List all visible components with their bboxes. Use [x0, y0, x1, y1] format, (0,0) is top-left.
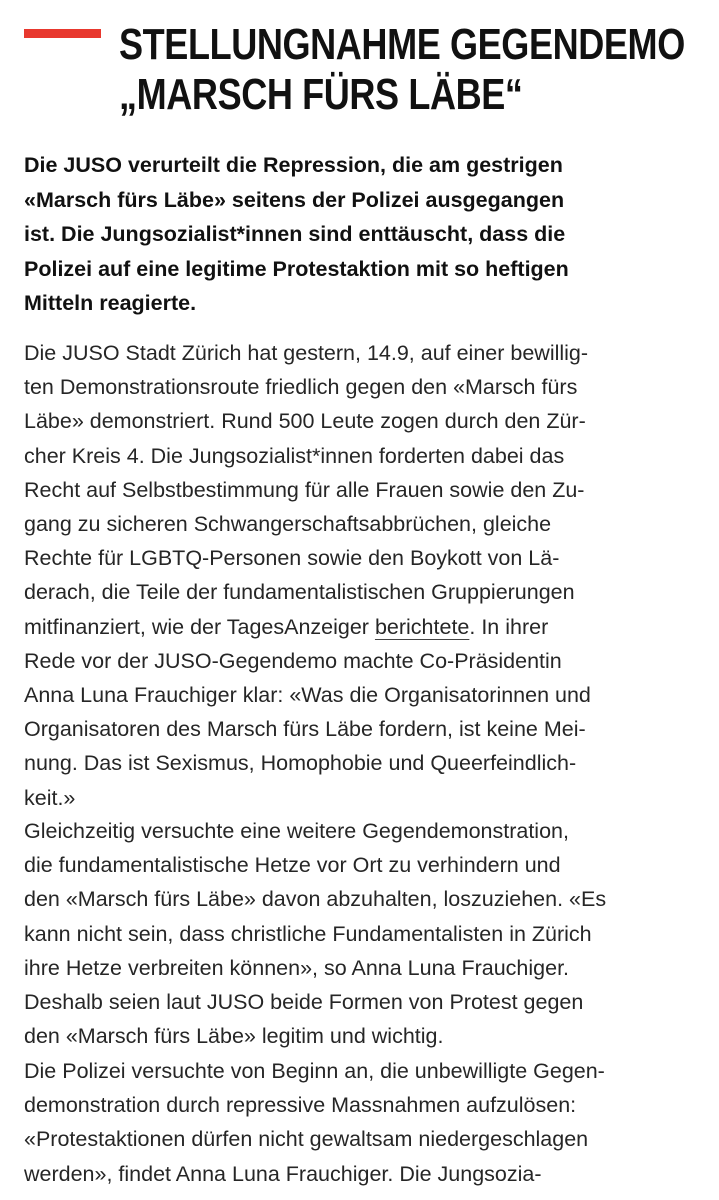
paragraph-line: Rede vor der JUSO-Gegendemo machte Co-Präsidentin: [24, 648, 562, 673]
headline-line: STELLUNGNAHME GEGENDEMO: [119, 20, 685, 69]
paragraph-line-with-link: [24, 610, 700, 644]
lead-line: «Marsch fürs Läbe» seitens der Polizei ausgegangen: [24, 187, 565, 212]
paragraph-line: Anna Luna Frauchiger klar: «Was die Organisatorinnen und: [24, 683, 591, 708]
paragraph-line: ten Demonstrationsroute friedlich gegen den «Marsch fürs: [24, 375, 578, 400]
paragraph-line: Organisatoren des Marsch fürs Läbe fordern, ist keine Mei-: [24, 717, 586, 742]
lead-line: Die JUSO verurteilt die Repression, die am gestrigen: [24, 153, 563, 177]
paragraph-line: cher Kreis 4. Die Jungsozialist*innen forderten dabei das: [24, 443, 565, 468]
paragraph-line: Die Polizei versuchte von Beginn an, die unbewilligte Gegen-: [24, 1059, 605, 1083]
paragraph-line: nung. Das ist Sexismus, Homophobie und Queerfeindlich-: [24, 751, 577, 776]
paragraph-line: «Protestaktionen dürfen nicht gewaltsam niedergeschlagen: [24, 1127, 589, 1152]
paragraph-line: Recht auf Selbstbestimmung für alle Frauen sowie den Zu-: [24, 477, 585, 502]
paragraph-line: den «Marsch fürs Läbe» davon abzuhalten, loszuziehen. «Es: [24, 887, 607, 912]
accent-bar: [24, 29, 101, 38]
paragraph-line: Rechte für LGBTQ-Personen sowie den Boykott von Lä-: [24, 546, 560, 571]
article-headline: [119, 20, 685, 120]
paragraph-line: gang zu sicheren Schwangerschaftsabbrüchen, gleiche: [24, 512, 552, 537]
article-paragraph-2: [24, 814, 700, 1053]
headline-line: „MARSCH FÜRS LÄBE“: [119, 70, 523, 119]
lead-line: Mitteln reagierte.: [24, 291, 197, 315]
link-line-suffix: . In ihrer: [469, 614, 549, 639]
lead-line: ist. Die Jungsozialist*innen sind enttäuscht, dass die: [24, 222, 566, 246]
paragraph-line: kann nicht sein, dass christliche Fundamentalisten in Zürich: [24, 921, 592, 946]
lead-line: Polizei auf eine legitime Protestaktion mit so heftigen: [24, 256, 569, 281]
article-paragraph-3: [24, 1054, 700, 1191]
article-lead: [24, 148, 700, 321]
paragraph-line: derach, die Teile der fundamentalistischen Gruppierungen: [24, 580, 575, 605]
paragraph-line: Deshalb seien laut JUSO beide Formen von Protest gegen: [24, 990, 584, 1015]
article-paragraph-1: [24, 336, 700, 815]
paragraph-line: demonstration durch repressive Massnahmen aufzulösen:: [24, 1093, 577, 1118]
paragraph-line: Gleichzeitig versuchte eine weitere Gegendemonstration,: [24, 819, 569, 843]
paragraph-line: keit.»: [24, 785, 76, 810]
berichtete-link[interactable]: berichtete: [374, 614, 470, 639]
paragraph-line: die fundamentalistische Hetze vor Ort zu verhindern und: [24, 853, 561, 878]
paragraph-line: Die JUSO Stadt Zürich hat gestern, 14.9, auf einer bewillig-: [24, 341, 589, 365]
paragraph-line: ihre Hetze verbreiten können», so Anna Luna Frauchiger.: [24, 955, 570, 980]
link-line-prefix: mitfinanziert, wie der TagesAnzeiger: [24, 614, 375, 639]
paragraph-line: den «Marsch fürs Läbe» legitim und wichtig.: [24, 1024, 444, 1049]
paragraph-line: werden», findet Anna Luna Frauchiger. Die Jungsozia-: [24, 1161, 542, 1186]
paragraph-line: Läbe» demonstriert. Rund 500 Leute zogen durch den Zür-: [24, 409, 586, 434]
